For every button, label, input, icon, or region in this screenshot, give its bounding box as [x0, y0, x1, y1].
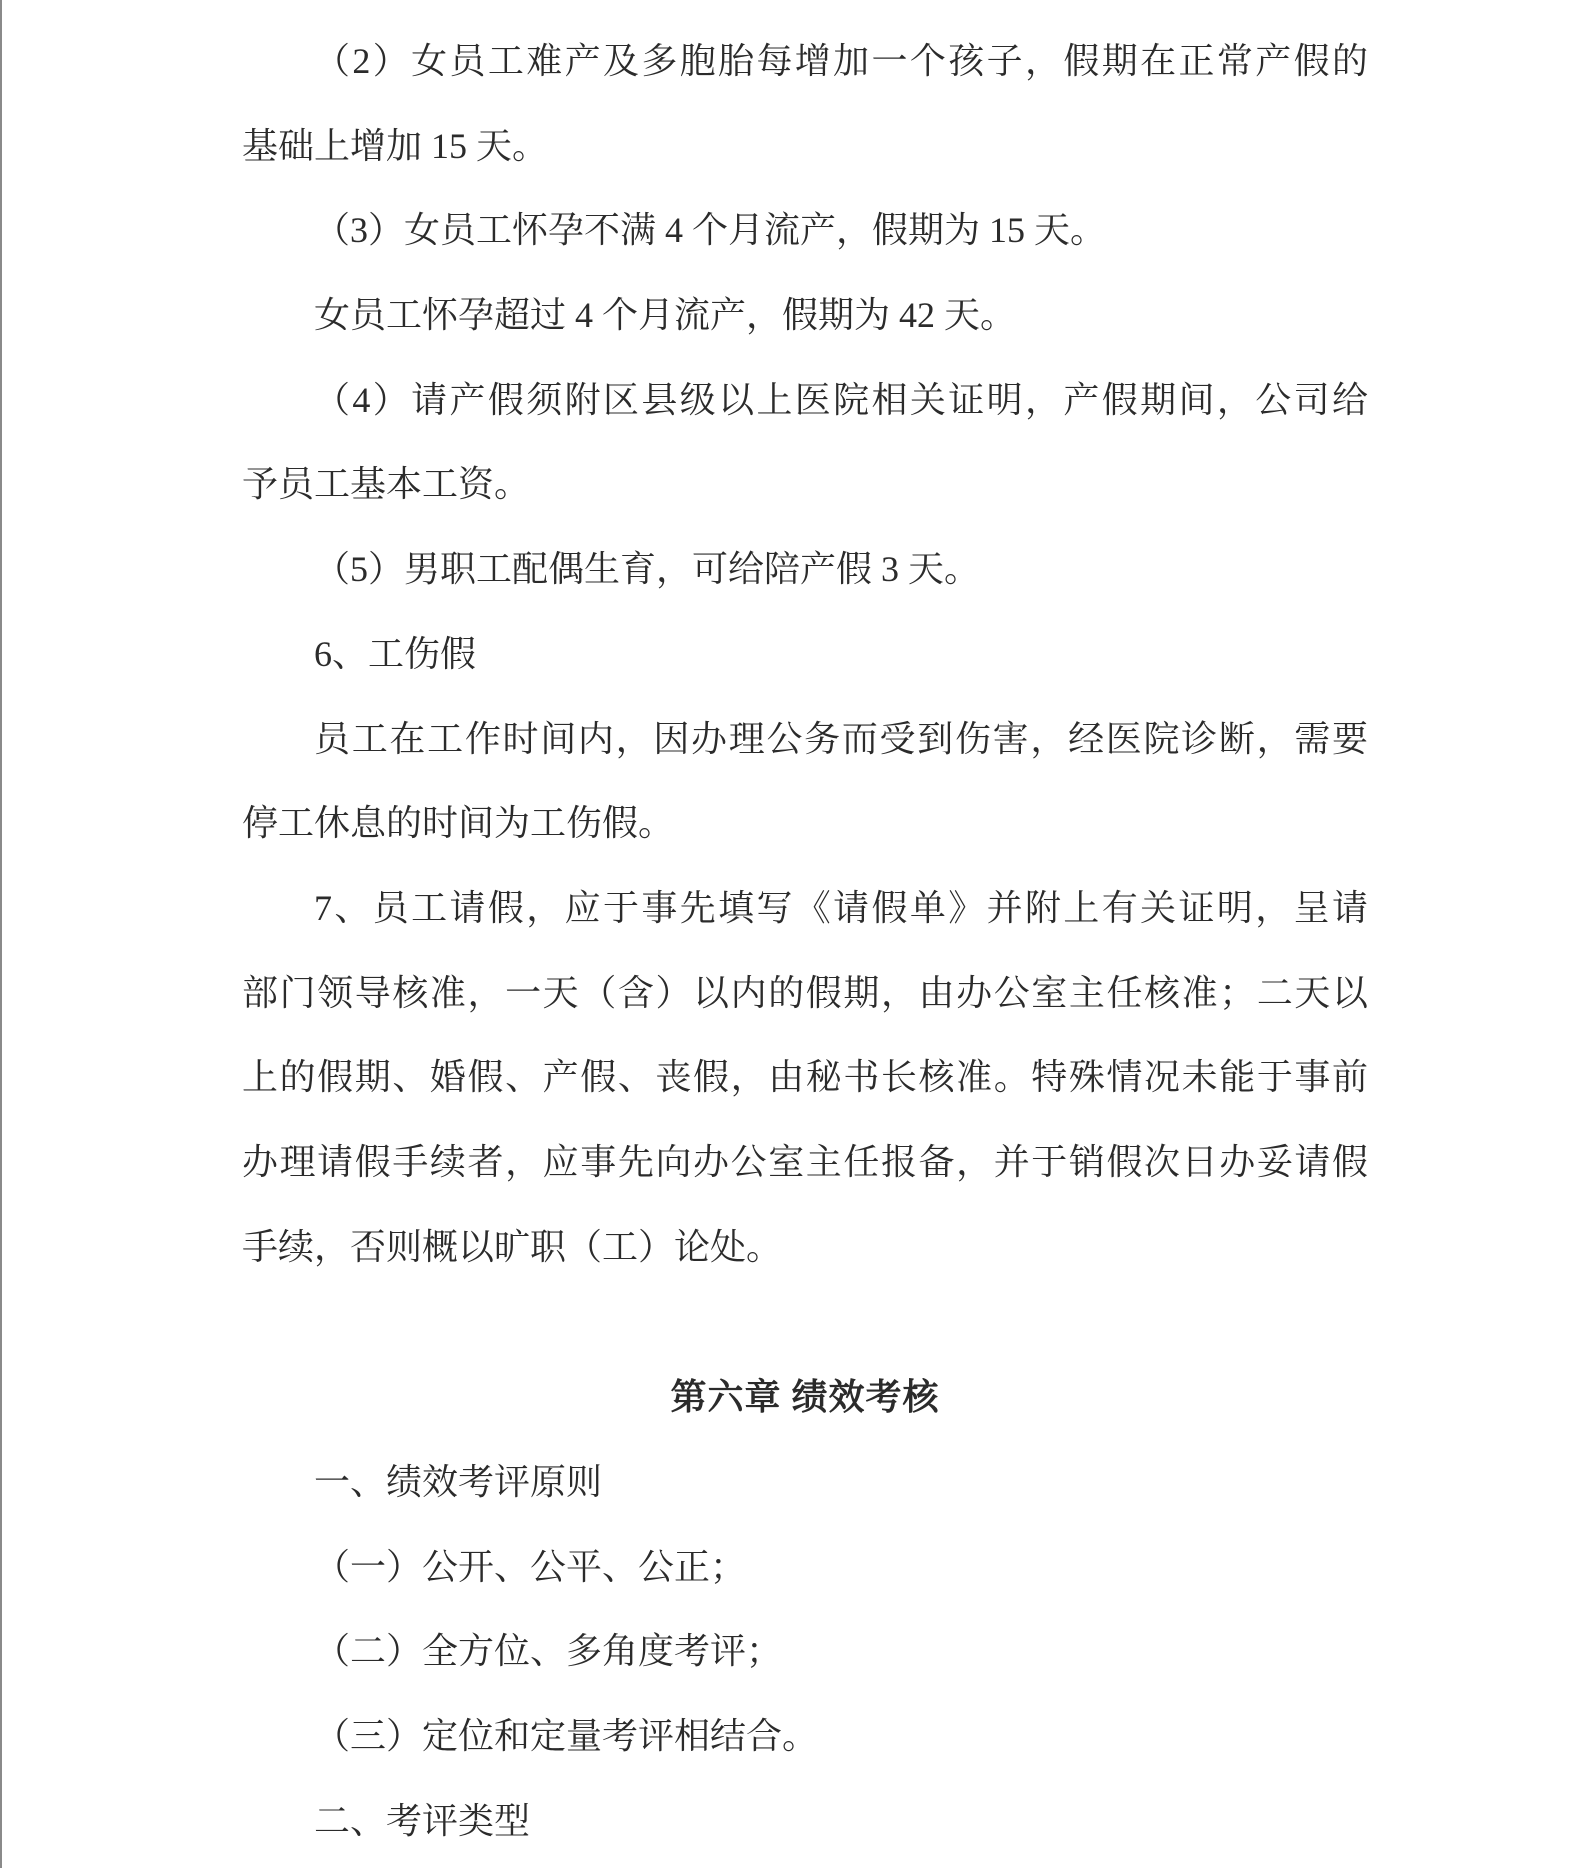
document-line: （5）男职工配偶生育，可给陪产假 3 天。	[314, 549, 981, 590]
document-line: 6、工伤假	[314, 633, 477, 674]
document-line: 基础上增加 15 天。	[242, 125, 549, 166]
document-line: 二、考评类型	[314, 1800, 531, 1841]
document-line: （2）女员工难产及多胞胎每增加一个孩子，假期在正常产假的	[314, 41, 1368, 81]
document-line: （二）全方位、多角度考评；	[314, 1631, 783, 1672]
document-line: 7、员工请假，应于事先填写《请假单》并附上有关证明，呈请	[314, 887, 1368, 928]
document-line: 予员工基本工资。	[242, 464, 531, 505]
blank-line	[242, 1289, 1368, 1355]
document-line: 部门领导核准，一天（含）以内的假期，由办公室主任核准；二天以	[242, 972, 1368, 1013]
section-heading: 第六章 绩效考核	[670, 1377, 940, 1418]
document-line: 手续，否则概以旷职（工）论处。	[242, 1226, 783, 1267]
document-line: 一、绩效考评原则	[314, 1462, 603, 1502]
document-line: （4）请产假须附区县级以上医院相关证明，产假期间，公司给	[314, 379, 1368, 420]
document-line: 女员工怀孕超过 4 个月流产，假期为 42 天。	[314, 295, 1017, 336]
document-line: 停工休息的时间为工伤假。	[242, 803, 675, 844]
document-line: 员工在工作时间内，因办理公务而受到伤害，经医院诊断，需要	[314, 718, 1368, 759]
document-line: （3）女员工怀孕不满 4 个月流产，假期为 15 天。	[314, 210, 1107, 251]
document-line: 办理请假手续者，应事先向办公室主任报备，并于销假次日办妥请假	[242, 1141, 1368, 1182]
document-body	[242, 19, 1368, 1863]
document-line: 上的假期、婚假、产假、丧假，由秘书长核准。特殊情况未能于事前	[242, 1057, 1368, 1098]
document-line: （三）定位和定量考评相结合。	[314, 1716, 819, 1757]
document-line: （一）公开、公平、公正；	[314, 1546, 747, 1587]
